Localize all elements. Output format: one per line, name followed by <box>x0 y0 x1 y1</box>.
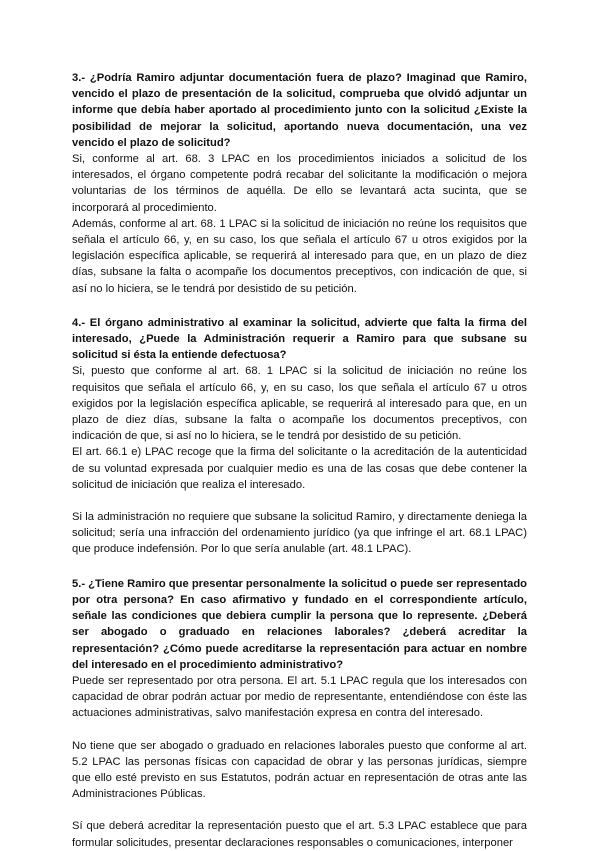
paragraph-spacer <box>72 493 527 509</box>
section-spacer <box>72 297 527 315</box>
section-question-4 <box>72 315 527 558</box>
question-3-heading: 3.- ¿Podría Ramiro adjuntar documentación fuera de plazo? Imaginad que Ramiro, vencido el plazo de presentación de la solicitud, comprueba que olvidó adjuntar un informe que debía haber aportado al procedimiento junto con la solicitud ¿Existe la posibilidad de mejorar la solicitud, aportando nueva documentación, una vez vencido el plazo de solicitud? <box>72 72 527 149</box>
section-question-5 <box>72 576 527 851</box>
answer-4-paragraph-1: Si, puesto que conforme al art. 68. 1 LPAC si la solicitud de iniciación no reúne los requisitos que señala el artículo 66, y, en su caso, los que señala el artículo 67 u otros exigidos por la legislación específica aplicable, se requerirá al interesado para que, en un plazo de diez días, subsane la falta o acompañe los documentos preceptivos, con indicación de que, si así no lo hiciera, se le tendrá por desistido de su petición. <box>72 365 527 443</box>
section-question-3 <box>72 70 527 297</box>
paragraph-spacer <box>72 802 527 818</box>
paragraph-spacer <box>72 722 527 738</box>
answer-4-paragraph-2: El art. 66.1 e) LPAC recoge que la firma del solicitante o la acreditación de la autenticidad de su voluntad expresada por cualquier medio es una de las cosas que debe contener la solicitud de iniciación que realiza el interesado. <box>72 446 527 491</box>
answer-5-paragraph-3: Sí que deberá acreditar la representación puesto que el art. 5.3 LPAC establece que para formular solicitudes, presentar declaraciones responsables o comunicaciones, interponer <box>72 820 527 849</box>
answer-5-paragraph-2: No tiene que ser abogado o graduado en relaciones laborales puesto que conforme al art. 5.2 LPAC las personas físicas con capacidad de obrar y las personas jurídicas, siempre que ello esté previsto en sus Estatutos, podrán actuar en representación de otras ante las Administraciones Públicas. <box>72 739 527 801</box>
section-spacer <box>72 558 527 576</box>
answer-5-paragraph-1: Puede ser representado por otra persona. El art. 5.1 LPAC regula que los interesados con capacidad de obrar podrán actuar por medio de representante, entendiéndose con éste las actuaciones administrativas, salvo manifestación expresa en contra del interesado. <box>72 674 527 720</box>
document-page <box>72 70 527 851</box>
answer-4-paragraph-3: Si la administración no requiere que subsane la solicitud Ramiro, y directamente deniega la solicitud; sería una infracción del ordenamiento jurídico (ya que infringe el art. 68.1 LPAC) que produce indefensión. Por lo que sería anulable (art. 48.1 LPAC). <box>72 511 527 556</box>
answer-3-paragraph-2: Además, conforme al art. 68. 1 LPAC si la solicitud de iniciación no reúne los requisitos que señala el artículo 66, y, en su caso, los que señala el artículo 67 u otros exigidos por la legislación específica aplicable, se requerirá al interesado para que, en un plazo de diez días, subsane la falta o acompañe los documentos preceptivos, con indicación de que, si así no lo hiciera, se le tendrá por desistido de su petición. <box>72 217 527 295</box>
question-4-heading: 4.- El órgano administrativo al examinar la solicitud, advierte que falta la firma del interesado, ¿Puede la Administración requerir a Ramiro para que subsane su solicitud si ésta la entiende defectuosa? <box>72 316 527 362</box>
question-5-heading: 5.- ¿Tiene Ramiro que presentar personalmente la solicitud o puede ser representado por otra persona? En caso afirmativo y fundado en el correspondiente artículo, señale las condiciones que debiera cumplir la persona que lo represente. ¿Deberá ser abogado o graduado en relaciones laborales? ¿deberá acreditar la representación? ¿Cómo puede acreditarse la representación para actuar en nombre del interesado en el procedimiento administrativo? <box>72 577 527 671</box>
answer-3-paragraph-1: Si, conforme al art. 68. 3 LPAC en los procedimientos iniciados a solicitud de los interesados, el órgano competente podrá recabar del solicitante la modificación o mejora voluntarias de los términos de aquélla. De ello se levantará acta sucinta, que se incorporará al procedimiento. <box>72 153 527 214</box>
